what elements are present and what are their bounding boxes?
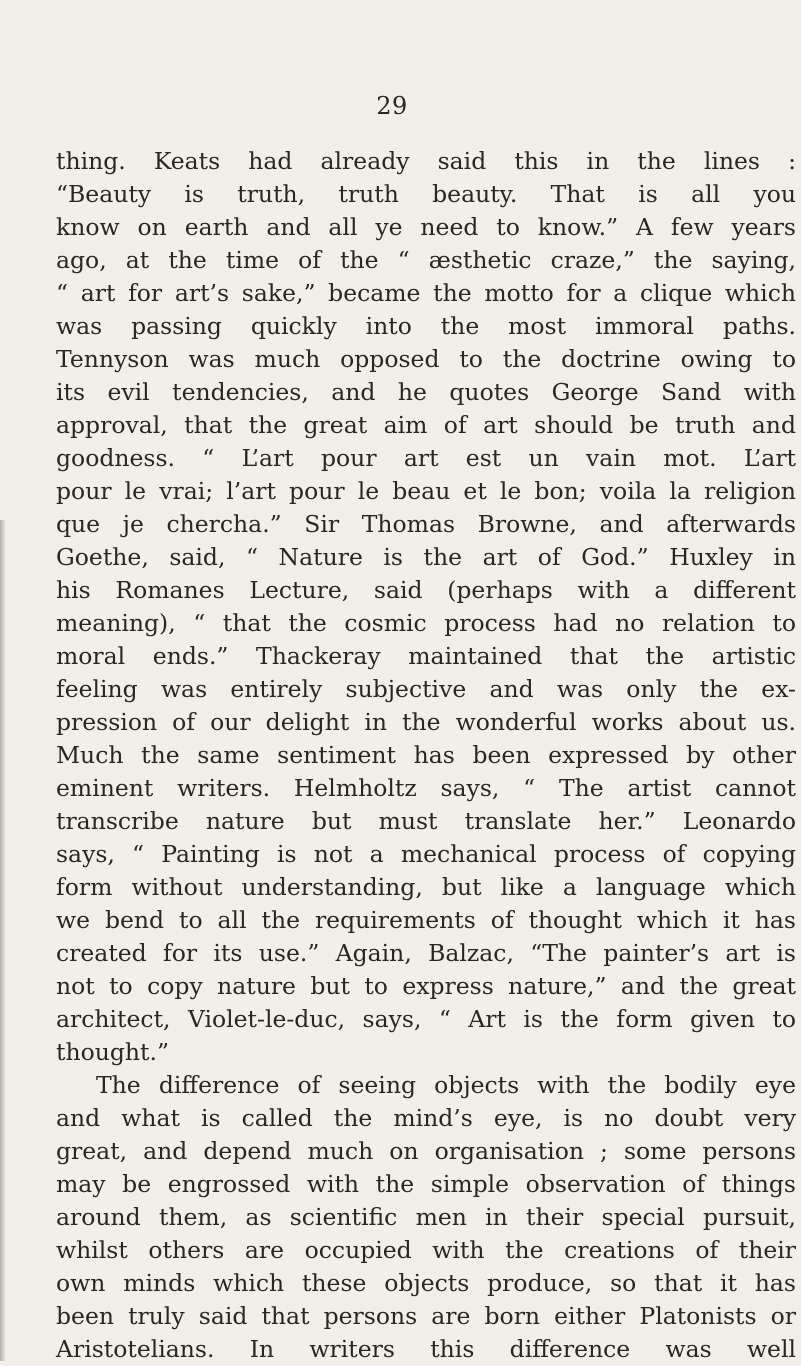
paragraph xyxy=(56,1069,796,1366)
text-line: may be engrossed with the simple observation of things xyxy=(56,1170,796,1198)
text-line: eminent writers. Helmholtz says, “ The artist cannot xyxy=(56,774,796,802)
text-line: not to copy nature but to express nature,” and the great xyxy=(56,972,796,1000)
text-line: transcribe nature but must translate her.” Leonardo xyxy=(56,807,796,835)
text-line: “ art for art’s sake,” became the motto for a clique which xyxy=(56,279,796,307)
text-line: Aristotelians. In writers this difference was well xyxy=(56,1335,796,1363)
text-line: “Beauty is truth, truth beauty. That is all you xyxy=(56,180,796,208)
text-line: and what is called the mind’s eye, is no doubt very xyxy=(56,1104,796,1132)
text-line: great, and depend much on organisation ; some persons xyxy=(56,1137,796,1165)
text-line: pression of our delight in the wonderful works about us. xyxy=(56,708,796,736)
text-line: was passing quickly into the most immoral paths. xyxy=(56,312,796,340)
text-line: his Romanes Lecture, said (perhaps with a different xyxy=(56,576,796,604)
text-line: says, “ Painting is not a mechanical process of copying xyxy=(56,840,796,868)
text-line: architect, Violet-le-duc, says, “ Art is the form given to xyxy=(56,1005,796,1033)
text-line: we bend to all the requirements of thought which it has xyxy=(56,906,796,934)
body-text xyxy=(56,145,796,1366)
text-line: around them, as scientific men in their special pursuit, xyxy=(56,1203,796,1231)
text-line: meaning), “ that the cosmic process had no relation to xyxy=(56,609,796,637)
text-line: thought.” xyxy=(56,1038,169,1066)
text-line: approval, that the great aim of art should be truth and xyxy=(56,411,796,439)
text-line: goodness. “ L’art pour art est un vain mot. L’art xyxy=(56,444,796,472)
text-line: been truly said that persons are born either Platonists or xyxy=(56,1302,796,1330)
text-line: moral ends.” Thackeray maintained that the artistic xyxy=(56,642,796,670)
text-line: ago, at the time of the “ æsthetic craze,” the saying, xyxy=(56,246,796,274)
text-line: Tennyson was much opposed to the doctrine owing to xyxy=(56,345,796,373)
text-line: que je chercha.” Sir Thomas Browne, and afterwards xyxy=(56,510,796,538)
text-line: The difference of seeing objects with the bodily eye xyxy=(96,1071,796,1099)
page-edge-shadow xyxy=(0,520,6,1361)
text-line: Goethe, said, “ Nature is the art of God.” Huxley in xyxy=(56,543,796,571)
text-line: Much the same sentiment has been expressed by other xyxy=(56,741,796,769)
page-number: 29 xyxy=(376,92,408,120)
text-line: its evil tendencies, and he quotes George Sand with xyxy=(56,378,796,406)
paragraph xyxy=(56,145,796,1069)
text-line: pour le vrai; l’art pour le beau et le bon; voila la religion xyxy=(56,477,796,505)
text-line: know on earth and all ye need to know.” A few years xyxy=(56,213,796,241)
text-line: own minds which these objects produce, so that it has xyxy=(56,1269,796,1297)
text-line: form without understanding, but like a language which xyxy=(56,873,796,901)
text-line: thing. Keats had already said this in the lines : xyxy=(56,147,796,175)
text-line: whilst others are occupied with the creations of their xyxy=(56,1236,796,1264)
text-line: created for its use.” Again, Balzac, “The painter’s art is xyxy=(56,939,796,967)
text-line: feeling was entirely subjective and was only the ex- xyxy=(56,675,796,703)
